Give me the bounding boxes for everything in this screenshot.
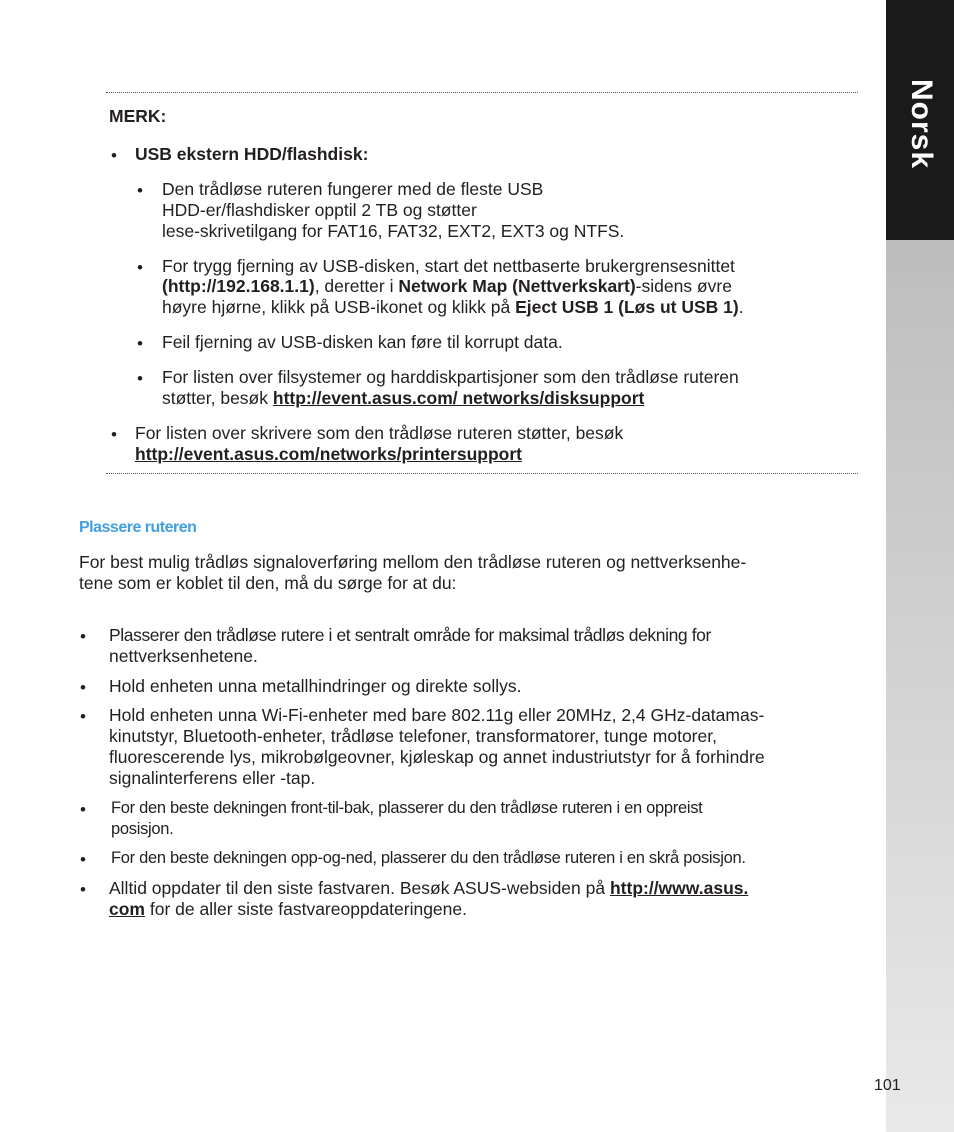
b2-line1: Hold enheten unna metallhindringer og direkte sollys.	[109, 676, 522, 696]
disksupport-link[interactable]: http://event.asus.com/ networks/disksupport	[272, 388, 645, 408]
note-title: MERK:	[109, 106, 167, 126]
b3-line1: Hold enheten unna Wi-Fi-enheter med bare 802.11g eller 20MHz, 2,4 GHz-datamas-	[109, 705, 765, 725]
b3-line3: fluorescerende lys, mikrobølgeovner, kjøleskap og annet industriutstyr for å forhindre	[109, 747, 765, 767]
note-sub2-line1: For trygg fjerning av USB-disken, start det nettbaserte brukergrensesnittet	[162, 256, 735, 276]
bullet: •	[137, 334, 143, 353]
bullet: •	[111, 425, 117, 444]
language-side-tab	[886, 0, 954, 1132]
page-number: 101	[874, 1077, 901, 1094]
bullet: •	[137, 369, 143, 388]
intro-line1: For best mulig trådløs signaloverføring mellom den trådløse ruteren og nettverksenhe-	[79, 552, 747, 572]
printersupport-link[interactable]: http://event.asus.com/networks/printersupport	[135, 444, 522, 464]
b4-line2: posisjon.	[111, 820, 174, 838]
b1-line1: Plasserer den trådløse rutere i et sentralt område for maksimal trådløs dekning for	[109, 625, 711, 645]
router-url-text: (http://192.168.1.1)	[162, 276, 315, 296]
bullet: •	[80, 850, 86, 869]
bullet: •	[80, 627, 86, 646]
asus-website-link-cont[interactable]: com	[109, 899, 145, 919]
language-label: Norsk	[905, 78, 939, 170]
b1-line2: nettverksenhetene.	[109, 646, 258, 666]
b5-line1: For den beste dekningen opp-og-ned, plasserer du den trådløse ruteren i en skrå posisjon.	[111, 849, 746, 867]
language-label-box	[888, 79, 954, 169]
bullet: •	[80, 800, 86, 819]
b6-line2	[109, 899, 467, 920]
note-bottom-divider	[106, 473, 858, 474]
note-sub4-text: støtter, besøk	[162, 388, 273, 408]
note-sub2-line3	[162, 297, 744, 318]
note-sub1-line1: Den trådløse ruteren fungerer med de fleste USB	[162, 179, 544, 199]
note-sub2-text: , deretter i	[314, 276, 399, 296]
note-sub4-line1: For listen over filsystemer og harddiskpartisjoner som den trådløse ruteren	[162, 367, 739, 387]
eject-usb-text: Eject USB 1 (Løs ut USB 1)	[515, 297, 739, 317]
asus-website-link[interactable]: http://www.asus.	[609, 878, 749, 898]
note-sub2-line2	[162, 276, 732, 297]
bullet: •	[80, 678, 86, 697]
printer-line1: For listen over skrivere som den trådløse ruteren støtter, besøk	[135, 423, 624, 443]
network-map-text: Network Map (Nettverkskart)	[398, 276, 636, 296]
bullet: •	[80, 880, 86, 899]
bullet: •	[137, 181, 143, 200]
note-sub2-text: høyre hjørne, klikk på USB-ikonet og klikk på	[162, 297, 516, 317]
b6-text: Alltid oppdater til den siste fastvaren. Besøk ASUS-websiden på	[109, 878, 610, 898]
bullet: •	[111, 146, 117, 165]
b6-text: for de aller siste fastvareoppdateringene.	[144, 899, 467, 919]
note-sub2-text: -sidens øvre	[635, 276, 732, 296]
b3-line4: signalinterferens eller -tap.	[109, 768, 316, 788]
usb-heading: USB ekstern HDD/flashdisk:	[135, 144, 369, 164]
note-sub4-line2	[162, 388, 644, 409]
note-sub1-line3: lese-skrivetilgang for FAT16, FAT32, EXT2, EXT3 og NTFS.	[162, 221, 625, 241]
note-sub3-line1: Feil fjerning av USB-disken kan føre til korrupt data.	[162, 332, 563, 352]
intro-line2: tene som er koblet til den, må du sørge for at du:	[79, 573, 457, 593]
b3-line2: kinutstyr, Bluetooth-enheter, trådløse telefoner, transformatorer, tunge motorer,	[109, 726, 717, 746]
section-heading: Plassere ruteren	[79, 519, 197, 536]
note-sub2-text: .	[738, 297, 744, 317]
note-sub1-line2: HDD-er/flashdisker opptil 2 TB og støtter	[162, 200, 477, 220]
b6-line1	[109, 878, 748, 899]
note-top-divider	[106, 92, 858, 93]
bullet: •	[137, 258, 143, 277]
b4-line1: For den beste dekningen front-til-bak, plasserer du den trådløse ruteren i en oppreist	[111, 799, 703, 817]
bullet: •	[80, 707, 86, 726]
